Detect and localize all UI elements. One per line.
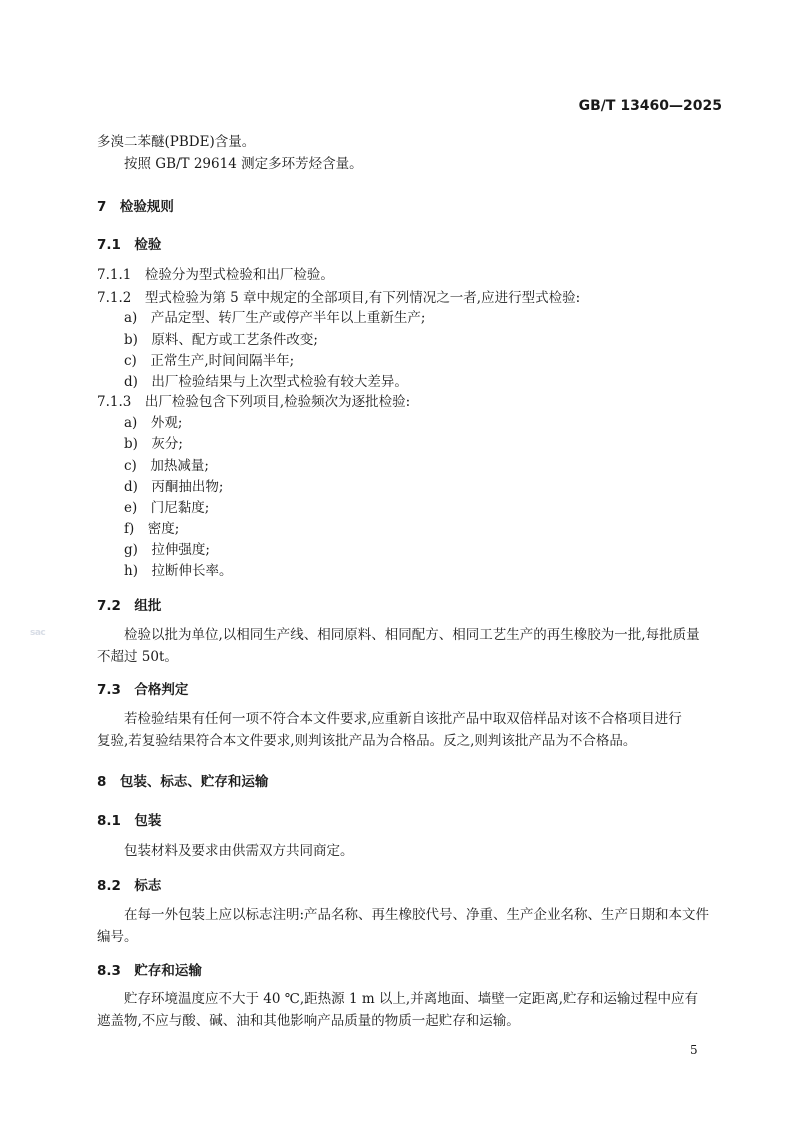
list-item: b) 灰分; [124, 436, 183, 452]
section-8-2-title: 8.2 标志 [97, 878, 162, 894]
list-item: a) 产品定型、转厂生产或停产半年以上重新生产; [124, 310, 426, 326]
section-7-3-title: 7.3 合格判定 [97, 682, 189, 698]
list-item: e) 门尼黏度; [124, 500, 210, 516]
clause-7-1-3: 7.1.3 出厂检验包含下列项目,检验频次为逐批检验: [97, 394, 411, 410]
paragraph-line: 贮存环境温度应不大于 40 ℃,距热源 1 m 以上,并离地面、墙壁一定距离,贮存和运输过程中应有 [124, 991, 698, 1007]
clause-7-1-2: 7.1.2 型式检验为第 5 章中规定的全部项目,有下列情况之一者,应进行型式检验: [97, 290, 581, 306]
section-8-title: 8 包装、标志、贮存和运输 [97, 774, 269, 790]
sac-watermark: sac [30, 628, 46, 638]
paragraph-line: 遮盖物,不应与酸、碱、油和其他影响产品质量的物质一起贮存和运输。 [97, 1013, 520, 1029]
paragraph-line: 检验以批为单位,以相同生产线、相同原料、相同配方、相同工艺生产的再生橡胶为一批,每批质量 [124, 627, 700, 643]
section-7-1-title: 7.1 检验 [97, 237, 162, 253]
list-item: d) 出厂检验结果与上次型式检验有较大差异。 [124, 374, 408, 390]
section-8-1-title: 8.1 包装 [97, 813, 162, 829]
paragraph-line: 在每一外包装上应以标志注明:产品名称、再生橡胶代号、净重、生产企业名称、生产日期和本文件 [124, 907, 710, 923]
list-item: d) 丙酮抽出物; [124, 479, 224, 495]
section-7-title: 7 检验规则 [97, 199, 174, 215]
paragraph-line: 若检验结果有任何一项不符合本文件要求,应重新自该批产品中取双倍样品对该不合格项目进行 [124, 711, 682, 727]
paragraph-line: 编号。 [97, 929, 138, 945]
list-item: c) 加热减量; [124, 458, 209, 474]
list-item: a) 外观; [124, 415, 183, 431]
section-8-3-title: 8.3 贮存和运输 [97, 963, 202, 979]
paragraph-line: 复验,若复验结果符合本文件要求,则判该批产品为合格品。反之,则判该批产品为不合格品。 [97, 733, 637, 749]
list-item: b) 原料、配方或工艺条件改变; [124, 332, 318, 348]
page-number: 5 [690, 1043, 698, 1057]
list-item: g) 拉伸强度; [124, 542, 210, 558]
paragraph-line: 包装材料及要求由供需双方共同商定。 [124, 843, 354, 859]
paragraph-line: 不超过 50t。 [97, 649, 178, 665]
list-item: f) 密度; [124, 521, 180, 537]
list-item: h) 拉断伸长率。 [124, 563, 233, 579]
clause-7-1-1: 7.1.1 检验分为型式检验和出厂检验。 [97, 267, 334, 283]
section-7-2-title: 7.2 组批 [97, 598, 162, 614]
standard-number: GB/T 13460—2025 [578, 98, 722, 114]
paragraph-pbde: 多溴二苯醚(PBDE)含量。 [97, 134, 256, 150]
paragraph-pah: 按照 GB/T 29614 测定多环芳烃含量。 [124, 156, 363, 172]
list-item: c) 正常生产,时间间隔半年; [124, 353, 295, 369]
